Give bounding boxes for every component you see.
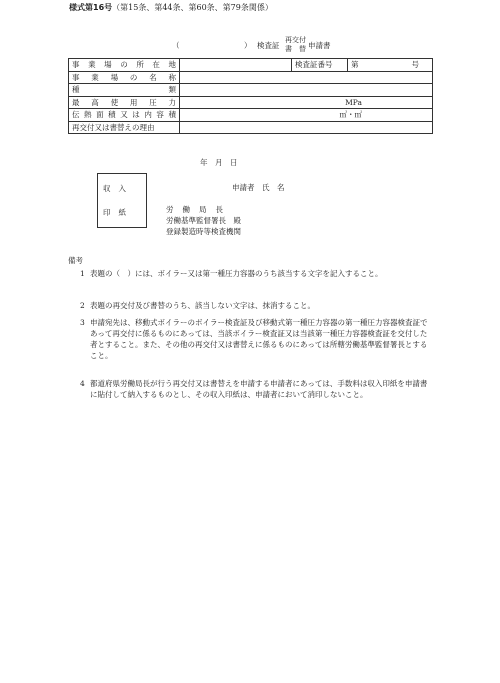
addressee-inspection-body: 登録製造時等検査機関 bbox=[166, 227, 241, 236]
table-row bbox=[69, 59, 433, 72]
note-number: 1 bbox=[80, 269, 85, 278]
cert-no-suffix: 号 bbox=[411, 60, 419, 70]
applicant-name-label: 申請者 氏 名 bbox=[232, 183, 285, 192]
addressee-labor-bureau: 労働局長 bbox=[166, 205, 232, 214]
note-text: 表題の（ ）には、ボイラー又は第一種圧力容器のうち該当する文字を記入すること。 bbox=[90, 269, 383, 278]
table-row bbox=[69, 109, 433, 122]
note-item bbox=[68, 378, 432, 400]
title-stacked-options bbox=[285, 36, 306, 54]
note-text: 申請宛先は、移動式ボイラーのボイラー検査証及び移動式第一種圧力容器の第一種圧力容器検査証であって再交付に係るものにあっては、当該ボイラー検査証又は当該第一種圧力容器検査証を交付した者とすること。また、その他の再交付又は書替えに係るものにあっては所轄労働基準監督署長とすること。 bbox=[90, 318, 428, 360]
title-paren-close: ） bbox=[244, 41, 252, 50]
revenue-stamp-box bbox=[97, 173, 147, 228]
pressure-field[interactable] bbox=[180, 96, 433, 109]
cert-no-field[interactable] bbox=[348, 59, 433, 72]
form-number bbox=[69, 2, 273, 13]
location-field[interactable] bbox=[180, 59, 292, 72]
note-number: 2 bbox=[80, 301, 85, 310]
title-prefix: 検査証 bbox=[257, 41, 280, 50]
note-item bbox=[68, 317, 432, 361]
title-reissue: 再交付 bbox=[285, 36, 306, 44]
note-number: 4 bbox=[80, 379, 85, 388]
stamp-label-line2: 印紙 bbox=[103, 208, 134, 217]
date-line: 年 月 日 bbox=[200, 158, 238, 167]
pressure-unit: MPa bbox=[345, 97, 362, 107]
form-references: （第15条、第44条、第60条、第79条関係） bbox=[112, 3, 273, 12]
area-field[interactable] bbox=[180, 109, 433, 122]
reason-field[interactable] bbox=[180, 121, 433, 134]
table-row bbox=[69, 121, 433, 134]
form-number-label: 様式第16号 bbox=[69, 3, 113, 12]
type-label: 種類 bbox=[69, 84, 180, 97]
note-text: 表題の再交付及び書替のうち、該当しない文字は、抹消すること。 bbox=[90, 301, 315, 310]
addressee-inspection-office: 労働基準監督署長 殿 bbox=[166, 216, 241, 225]
name-field[interactable] bbox=[180, 71, 433, 84]
notes-title: 備考 bbox=[68, 256, 83, 265]
title-paren-open: （ bbox=[172, 41, 180, 50]
reason-label: 再交付又は書替えの理由 bbox=[69, 121, 180, 134]
table-row bbox=[69, 96, 433, 109]
form-title bbox=[172, 36, 402, 56]
table-row bbox=[69, 84, 433, 97]
title-suffix: 申請書 bbox=[308, 41, 331, 50]
application-table bbox=[68, 58, 433, 134]
area-unit: ㎥・㎡ bbox=[339, 110, 362, 120]
note-item bbox=[68, 300, 432, 311]
pressure-label: 最高使用圧力 bbox=[69, 96, 180, 109]
title-rewrite: 書 替 bbox=[285, 45, 306, 53]
cert-no-prefix: 第 bbox=[351, 60, 359, 70]
note-item bbox=[68, 268, 432, 279]
type-field[interactable] bbox=[180, 84, 433, 97]
note-text: 都道府県労働局長が行う再交付又は書替えを申請する申請者にあっては、手数料は収入印紙を申請書に貼付して納入するものとし、その収入印紙は、申請者において消印しないこと。 bbox=[90, 379, 428, 399]
cert-no-label: 検査証番号 bbox=[292, 59, 348, 72]
location-label: 事業場の所在地 bbox=[69, 59, 180, 72]
table-row bbox=[69, 71, 433, 84]
name-label: 事業場の名称 bbox=[69, 71, 180, 84]
note-number: 3 bbox=[80, 318, 85, 327]
stamp-label-line1: 収入 bbox=[103, 184, 134, 193]
area-label: 伝熱面積又は内容積 bbox=[69, 109, 180, 122]
